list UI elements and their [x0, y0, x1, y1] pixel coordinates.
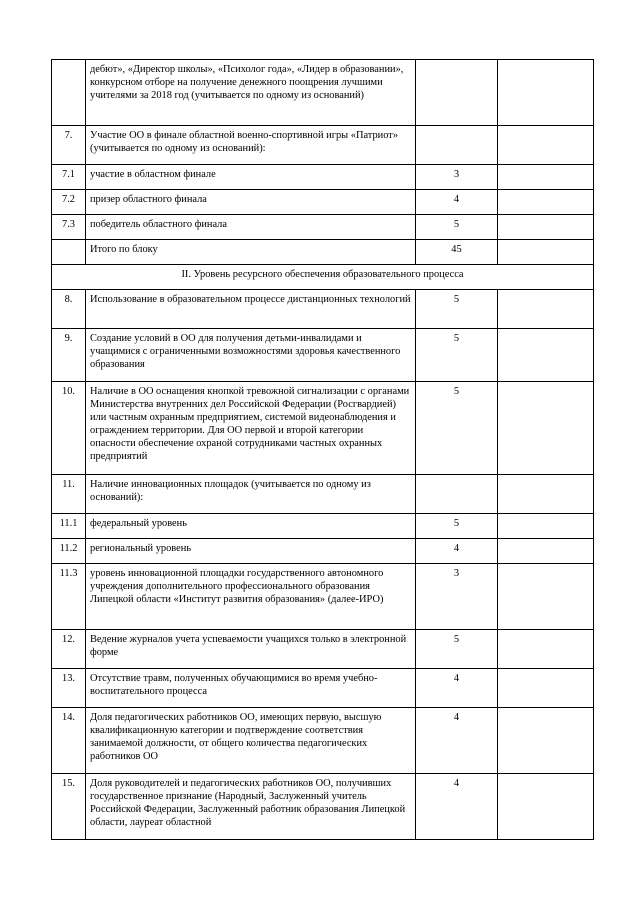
row-number: 11.2 [52, 539, 86, 564]
criterion-text: дебют», «Директор школы», «Психолог года», «Лидер в образовании», конкурсном отборе на получение денежного поощрения лучшими учителями за 2018 год (учитывается по одному из оснований) [86, 60, 416, 126]
row-number: 7.1 [52, 165, 86, 190]
extra-cell [498, 126, 594, 165]
table-row [52, 329, 594, 382]
score-cell [416, 475, 498, 514]
score-cell: 4 [416, 539, 498, 564]
extra-cell [498, 329, 594, 382]
score-cell: 5 [416, 329, 498, 382]
score-cell: 4 [416, 708, 498, 774]
criterion-text: Отсутствие травм, полученных обучающимися во время учебно-воспитательного процесса [86, 669, 416, 708]
row-number: 11.1 [52, 514, 86, 539]
row-number: 10. [52, 382, 86, 475]
score-cell: 3 [416, 165, 498, 190]
table-row [52, 514, 594, 539]
row-number: 7.3 [52, 215, 86, 240]
table-row [52, 630, 594, 669]
table-row [52, 708, 594, 774]
row-number: 8. [52, 290, 86, 329]
table-row [52, 475, 594, 514]
row-number: 12. [52, 630, 86, 669]
extra-cell [498, 165, 594, 190]
extra-cell [498, 215, 594, 240]
criterion-text: Наличие инновационных площадок (учитывается по одному из оснований): [86, 475, 416, 514]
table-row [52, 290, 594, 329]
criterion-text: Доля руководителей и педагогических работников ОО, получивших государственное признание (Народный, Заслуженный учитель Российской Федерации, Заслуженный работник образования Липецкой области, лауреат областной [86, 774, 416, 840]
extra-cell [498, 669, 594, 708]
extra-cell [498, 774, 594, 840]
table-row [52, 240, 594, 265]
criterion-text: федеральный уровень [86, 514, 416, 539]
extra-cell [498, 630, 594, 669]
table-row [52, 215, 594, 240]
score-cell: 5 [416, 630, 498, 669]
criterion-text: призер областного финала [86, 190, 416, 215]
row-number [52, 60, 86, 126]
row-number: 14. [52, 708, 86, 774]
criterion-text: региональный уровень [86, 539, 416, 564]
criterion-text: Создание условий в ОО для получения детьми-инвалидами и учащимися с ограниченными возможностями здоровья качественного образования [86, 329, 416, 382]
table-row [52, 165, 594, 190]
row-number: 13. [52, 669, 86, 708]
row-number: 15. [52, 774, 86, 840]
score-cell: 5 [416, 290, 498, 329]
score-cell: 5 [416, 514, 498, 539]
table-row [52, 669, 594, 708]
criterion-text: победитель областного финала [86, 215, 416, 240]
table-row [52, 60, 594, 126]
criteria-table [51, 59, 594, 840]
score-cell: 4 [416, 190, 498, 215]
table-row [52, 774, 594, 840]
table-row [52, 382, 594, 475]
table-row [52, 190, 594, 215]
score-cell: 4 [416, 774, 498, 840]
criterion-text: Доля педагогических работников ОО, имеющих первую, высшую квалификационную категории и подтверждение соответствия занимаемой должности, от общего количества педагогических работников ОО [86, 708, 416, 774]
extra-cell [498, 708, 594, 774]
criteria-table-body [52, 60, 594, 840]
criterion-text: Наличие в ОО оснащения кнопкой тревожной сигнализации с органами Министерства внутренних дел Российской Федерации (Росгвардией) или частным охранным предприятием, системой видеонаблюдения и ограждением территории. Для ОО первой и второй категории опасности обеспечение охраной сотрудниками частных охранных предприятий [86, 382, 416, 475]
extra-cell [498, 564, 594, 630]
row-number: 9. [52, 329, 86, 382]
extra-cell [498, 475, 594, 514]
criterion-text: Ведение журналов учета успеваемости учащихся только в электронной форме [86, 630, 416, 669]
row-number: 7.2 [52, 190, 86, 215]
criterion-text: Участие ОО в финале областной военно-спортивной игры «Патриот» (учитывается по одному из оснований): [86, 126, 416, 165]
extra-cell [498, 382, 594, 475]
score-cell: 3 [416, 564, 498, 630]
section-heading: II. Уровень ресурсного обеспечения образовательного процесса [52, 265, 594, 290]
criterion-text: участие в областном финале [86, 165, 416, 190]
extra-cell [498, 190, 594, 215]
row-number: 11.3 [52, 564, 86, 630]
criterion-text: уровень инновационной площадки государственного автономного учреждения дополнительного профессионального образования Липецкой области «Институт развития образования» (далее-ИРО) [86, 564, 416, 630]
score-cell: 5 [416, 382, 498, 475]
row-number [52, 240, 86, 265]
score-cell [416, 60, 498, 126]
extra-cell [498, 539, 594, 564]
extra-cell [498, 290, 594, 329]
criterion-text: Использование в образовательном процессе дистанционных технологий [86, 290, 416, 329]
block-total-label: Итого по блоку [86, 240, 416, 265]
extra-cell [498, 240, 594, 265]
row-number: 11. [52, 475, 86, 514]
block-total-score: 45 [416, 240, 498, 265]
table-row [52, 126, 594, 165]
score-cell: 4 [416, 669, 498, 708]
table-row [52, 564, 594, 630]
extra-cell [498, 514, 594, 539]
extra-cell [498, 60, 594, 126]
section-header-row [52, 265, 594, 290]
row-number: 7. [52, 126, 86, 165]
score-cell: 5 [416, 215, 498, 240]
table-row [52, 539, 594, 564]
score-cell [416, 126, 498, 165]
